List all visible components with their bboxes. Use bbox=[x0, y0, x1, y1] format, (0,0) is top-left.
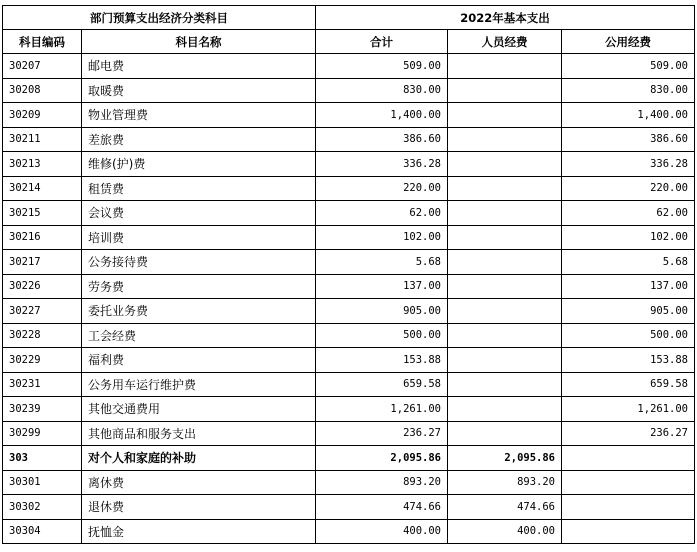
cell-public: 5.68 bbox=[562, 250, 695, 275]
cell-total: 386.60 bbox=[316, 127, 448, 152]
cell-total: 893.20 bbox=[316, 470, 448, 495]
table-body bbox=[3, 54, 695, 544]
cell-code: 30229 bbox=[3, 348, 82, 373]
header-classification-group: 部门预算支出经济分类科目 bbox=[3, 6, 316, 30]
cell-name: 租赁费 bbox=[82, 176, 316, 201]
cell-public: 102.00 bbox=[562, 225, 695, 250]
cell-public: 386.60 bbox=[562, 127, 695, 152]
cell-total: 500.00 bbox=[316, 323, 448, 348]
cell-total: 236.27 bbox=[316, 421, 448, 446]
cell-personnel bbox=[448, 78, 562, 103]
cell-personnel bbox=[448, 152, 562, 177]
cell-name: 差旅费 bbox=[82, 127, 316, 152]
cell-total: 102.00 bbox=[316, 225, 448, 250]
cell-public: 220.00 bbox=[562, 176, 695, 201]
cell-personnel bbox=[448, 127, 562, 152]
column-header-total: 合计 bbox=[316, 30, 448, 54]
cell-personnel: 2,095.86 bbox=[448, 446, 562, 471]
cell-name: 取暖费 bbox=[82, 78, 316, 103]
cell-total: 62.00 bbox=[316, 201, 448, 226]
cell-code: 30301 bbox=[3, 470, 82, 495]
cell-public bbox=[562, 519, 695, 544]
table-row bbox=[3, 54, 695, 79]
cell-personnel bbox=[448, 299, 562, 324]
cell-personnel bbox=[448, 176, 562, 201]
table-row bbox=[3, 201, 695, 226]
cell-name: 福利费 bbox=[82, 348, 316, 373]
cell-code: 30209 bbox=[3, 103, 82, 128]
table-row bbox=[3, 519, 695, 544]
cell-name: 公务接待费 bbox=[82, 250, 316, 275]
cell-total: 220.00 bbox=[316, 176, 448, 201]
table-row bbox=[3, 299, 695, 324]
cell-total: 153.88 bbox=[316, 348, 448, 373]
cell-public: 1,261.00 bbox=[562, 397, 695, 422]
cell-code: 30302 bbox=[3, 495, 82, 520]
cell-code: 303 bbox=[3, 446, 82, 471]
cell-name: 抚恤金 bbox=[82, 519, 316, 544]
table-row bbox=[3, 250, 695, 275]
cell-name: 其他商品和服务支出 bbox=[82, 421, 316, 446]
table-row bbox=[3, 446, 695, 471]
cell-personnel: 474.66 bbox=[448, 495, 562, 520]
cell-total: 1,400.00 bbox=[316, 103, 448, 128]
cell-public bbox=[562, 446, 695, 471]
cell-public: 137.00 bbox=[562, 274, 695, 299]
cell-code: 30227 bbox=[3, 299, 82, 324]
cell-public: 1,400.00 bbox=[562, 103, 695, 128]
cell-code: 30304 bbox=[3, 519, 82, 544]
cell-code: 30214 bbox=[3, 176, 82, 201]
column-header-personnel: 人员经费 bbox=[448, 30, 562, 54]
header-basic-expenditure-group: 2022年基本支出 bbox=[316, 6, 695, 30]
header-group-row bbox=[3, 6, 695, 30]
cell-name: 工会经费 bbox=[82, 323, 316, 348]
cell-code: 30228 bbox=[3, 323, 82, 348]
table-row bbox=[3, 127, 695, 152]
cell-name: 培训费 bbox=[82, 225, 316, 250]
table-row bbox=[3, 225, 695, 250]
cell-public: 905.00 bbox=[562, 299, 695, 324]
budget-expenditure-table bbox=[2, 5, 695, 544]
cell-total: 905.00 bbox=[316, 299, 448, 324]
cell-personnel: 400.00 bbox=[448, 519, 562, 544]
cell-name: 维修(护)费 bbox=[82, 152, 316, 177]
cell-personnel bbox=[448, 421, 562, 446]
cell-code: 30226 bbox=[3, 274, 82, 299]
cell-name: 离休费 bbox=[82, 470, 316, 495]
cell-total: 137.00 bbox=[316, 274, 448, 299]
cell-personnel bbox=[448, 274, 562, 299]
cell-public: 336.28 bbox=[562, 152, 695, 177]
table-row bbox=[3, 78, 695, 103]
cell-personnel bbox=[448, 250, 562, 275]
cell-personnel bbox=[448, 201, 562, 226]
table-row bbox=[3, 397, 695, 422]
table-row bbox=[3, 323, 695, 348]
table-row bbox=[3, 176, 695, 201]
cell-personnel bbox=[448, 323, 562, 348]
cell-name: 退休费 bbox=[82, 495, 316, 520]
cell-total: 336.28 bbox=[316, 152, 448, 177]
cell-public: 236.27 bbox=[562, 421, 695, 446]
cell-public bbox=[562, 495, 695, 520]
cell-code: 30215 bbox=[3, 201, 82, 226]
cell-name: 劳务费 bbox=[82, 274, 316, 299]
table-row bbox=[3, 421, 695, 446]
cell-code: 30239 bbox=[3, 397, 82, 422]
cell-name: 公务用车运行维护费 bbox=[82, 372, 316, 397]
cell-code: 30213 bbox=[3, 152, 82, 177]
cell-total: 659.58 bbox=[316, 372, 448, 397]
cell-code: 30217 bbox=[3, 250, 82, 275]
cell-total: 1,261.00 bbox=[316, 397, 448, 422]
table-row bbox=[3, 274, 695, 299]
cell-personnel bbox=[448, 54, 562, 79]
cell-total: 509.00 bbox=[316, 54, 448, 79]
cell-total: 830.00 bbox=[316, 78, 448, 103]
cell-personnel bbox=[448, 225, 562, 250]
cell-name: 其他交通费用 bbox=[82, 397, 316, 422]
column-header-code: 科目编码 bbox=[3, 30, 82, 54]
cell-personnel bbox=[448, 348, 562, 373]
cell-code: 30207 bbox=[3, 54, 82, 79]
cell-code: 30299 bbox=[3, 421, 82, 446]
cell-personnel bbox=[448, 103, 562, 128]
cell-personnel bbox=[448, 372, 562, 397]
table-row bbox=[3, 372, 695, 397]
column-header-name: 科目名称 bbox=[82, 30, 316, 54]
table-row bbox=[3, 470, 695, 495]
header-column-row bbox=[3, 30, 695, 54]
table-row bbox=[3, 103, 695, 128]
cell-code: 30208 bbox=[3, 78, 82, 103]
cell-personnel bbox=[448, 397, 562, 422]
cell-public: 659.58 bbox=[562, 372, 695, 397]
table-row bbox=[3, 152, 695, 177]
table-row bbox=[3, 348, 695, 373]
cell-public: 830.00 bbox=[562, 78, 695, 103]
cell-code: 30216 bbox=[3, 225, 82, 250]
cell-code: 30231 bbox=[3, 372, 82, 397]
column-header-public: 公用经费 bbox=[562, 30, 695, 54]
cell-name: 会议费 bbox=[82, 201, 316, 226]
cell-name: 邮电费 bbox=[82, 54, 316, 79]
cell-code: 30211 bbox=[3, 127, 82, 152]
table-row bbox=[3, 495, 695, 520]
cell-public bbox=[562, 470, 695, 495]
cell-public: 500.00 bbox=[562, 323, 695, 348]
cell-total: 474.66 bbox=[316, 495, 448, 520]
cell-public: 509.00 bbox=[562, 54, 695, 79]
cell-name: 委托业务费 bbox=[82, 299, 316, 324]
cell-total: 5.68 bbox=[316, 250, 448, 275]
cell-total: 2,095.86 bbox=[316, 446, 448, 471]
cell-personnel: 893.20 bbox=[448, 470, 562, 495]
cell-public: 62.00 bbox=[562, 201, 695, 226]
cell-name: 物业管理费 bbox=[82, 103, 316, 128]
cell-total: 400.00 bbox=[316, 519, 448, 544]
cell-public: 153.88 bbox=[562, 348, 695, 373]
cell-name: 对个人和家庭的补助 bbox=[82, 446, 316, 471]
